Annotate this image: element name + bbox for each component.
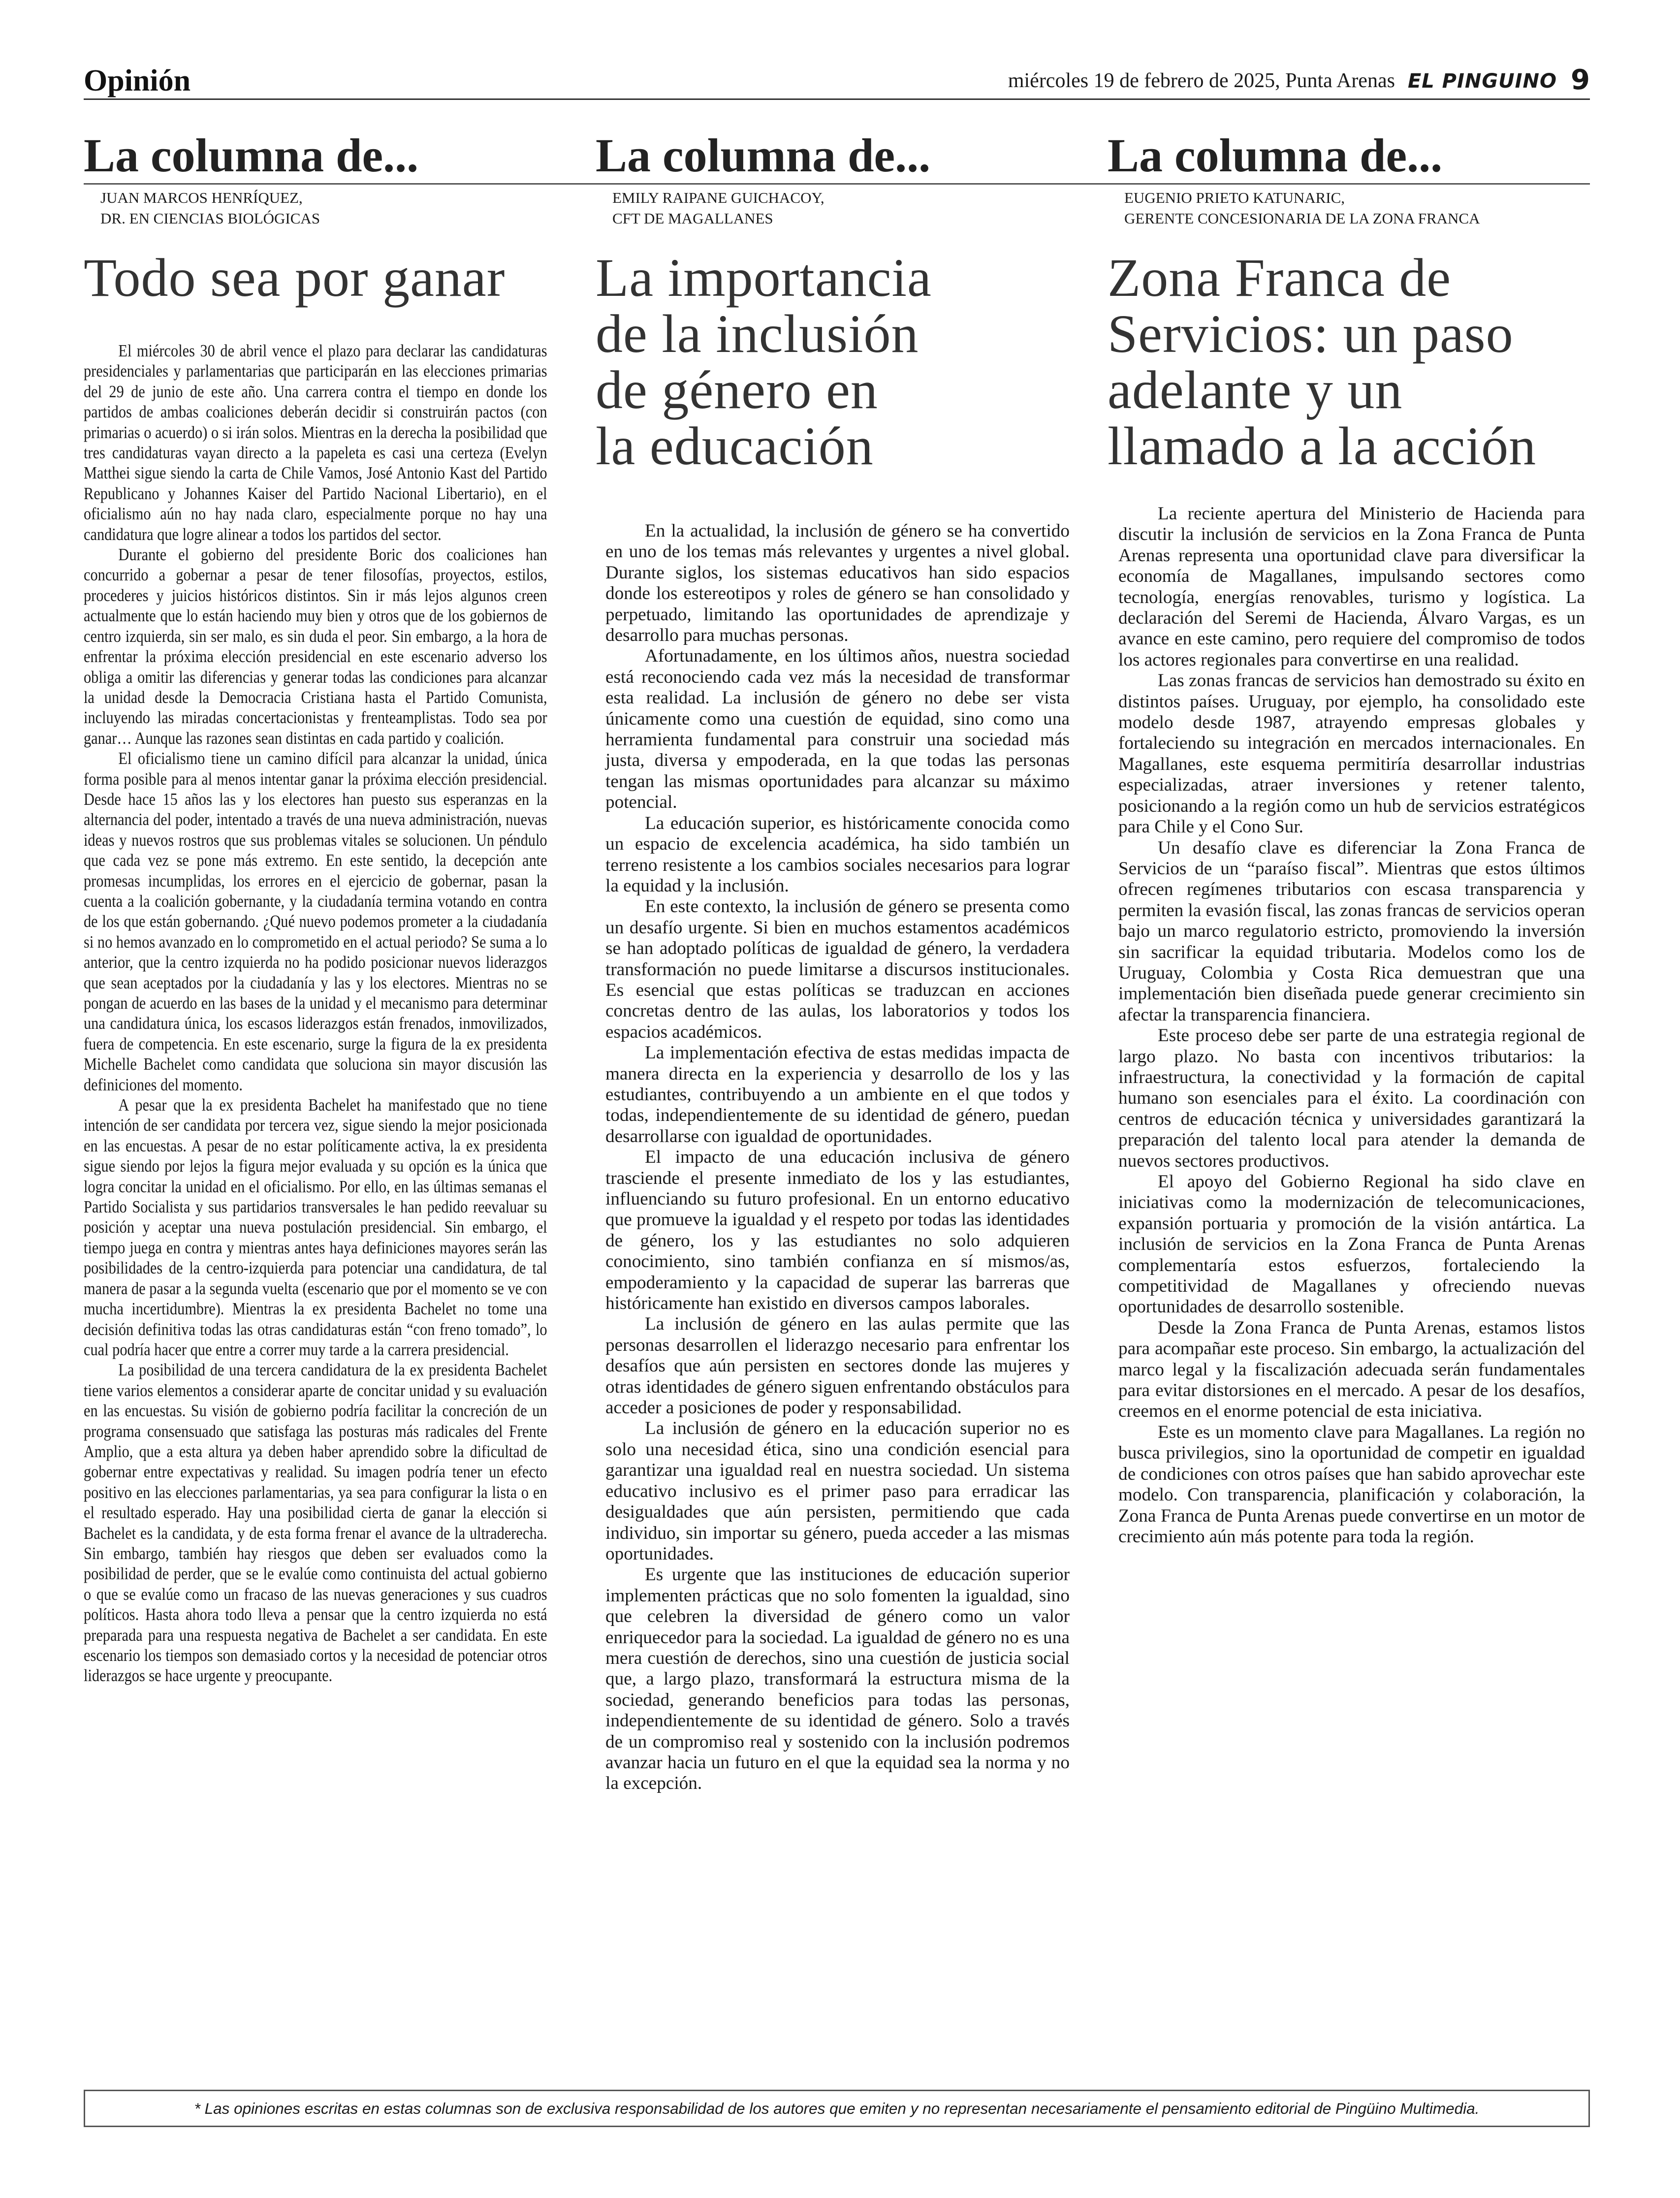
article-body xyxy=(84,341,547,1687)
paragraph: En la actualidad, la inclusión de género se ha convertido en uno de los temas más relevantes y urgentes a nivel global. Durante siglos, los sistemas educativos han sido espacios donde los estereotipos y roles de género se han consolidado y perpetuado, limitando las oportunidades de aprendizaje y desarrollo para muchas personas. xyxy=(605,521,1070,646)
paragraph: La inclusión de género en las aulas permite que las personas desarrollen el liderazgo necesario para enfrentar los desafíos que aún persisten en sectores donde las mujeres y otras identidades de género siguen enfrentando obstáculos para acceder a posiciones de poder y responsabilidad. xyxy=(605,1314,1070,1418)
title-line: de la inclusión xyxy=(596,304,919,364)
column-heading: La columna de... xyxy=(84,129,605,185)
column-3 xyxy=(1108,129,1590,1547)
article-title xyxy=(596,250,1117,474)
disclaimer-text: * Las opiniones escritas en estas columnas son de exclusiva responsabilidad de los autores que emiten y no representan necesariamente el pensamiento editorial de Pingüino Multimedia. xyxy=(194,2100,1480,2117)
article-body xyxy=(1118,504,1585,1547)
newspaper-logo: EL PINGUINO xyxy=(1407,70,1557,93)
author-byline xyxy=(612,188,1117,229)
paragraph: Un desafío clave es diferenciar la Zona Franca de Servicios de un “paraíso fiscal”. Mientras que estos últimos ofrecen regímenes tributarios con escasa transparencia y permiten la evasión fiscal, las zonas francas de servicios operan bajo un marco regulatorio estricto, promoviendo la inversión sin sacrificar la equidad tributaria. Modelos como los de Uruguay, Colombia y Costa Rica demuestran que una implementación bien diseñada puede generar crecimiento sin afectar la transparencia financiera. xyxy=(1118,837,1585,1025)
title-line: Zona Franca de xyxy=(1108,248,1452,308)
author-name: EUGENIO PRIETO KATUNARIC, xyxy=(1124,189,1345,206)
publication-info xyxy=(1008,63,1590,98)
column-1 xyxy=(84,129,605,1687)
paragraph: Este proceso debe ser parte de una estrategia regional de largo plazo. No basta con incentivos tributarios: la infraestructura, la conectividad y la formación de capital humano son esenciales para el éxito. La coordinación con centros de educación técnica y universidades garantizará la preparación del talento local para atender la demanda de nuevos sectores productivos. xyxy=(1118,1025,1585,1171)
title-line: La importancia xyxy=(596,248,932,308)
article-title xyxy=(84,250,605,306)
paragraph: La reciente apertura del Ministerio de Hacienda para discutir la inclusión de servicios en la Zona Franca de Punta Arenas representa una oportunidad clave para diversificar la economía de Magallanes, impulsando sectores como tecnología, energías renovables, turismo y logística. La declaración del Seremi de Hacienda, Álvaro Vargas, es un avance en este camino, pero requiere del compromiso de todos los actores regionales para convertirse en una realidad. xyxy=(1118,504,1585,670)
paragraph: El apoyo del Gobierno Regional ha sido clave en iniciativas como la modernización de telecomunicaciones, expansión portuaria y promoción de la visión antártica. La inclusión de servicios en la Zona Franca de Punta Arenas complementaría estos esfuerzos, fortaleciendo la competitividad de Magallanes y ofreciendo nuevas oportunidades de desarrollo sostenible. xyxy=(1118,1172,1585,1317)
author-title: GERENTE CONCESIONARIA DE LA ZONA FRANCA xyxy=(1124,210,1480,227)
author-byline xyxy=(1124,188,1590,229)
paragraph: En este contexto, la inclusión de género se presenta como un desafío urgente. Si bien en muchos estamentos académicos se han adoptado políticas de igualdad de género, la verdadera transformación no puede limitarse a discursos institucionales. Es esencial que estas políticas se traduzcan en acciones concretas dentro de las aulas, los laboratorios y todos los espacios académicos. xyxy=(605,896,1070,1042)
column-heading: La columna de... xyxy=(1108,129,1590,185)
paragraph: El oficialismo tiene un camino difícil para alcanzar la unidad, única forma posible para al menos intentar ganar la próxima elección presidencial. Desde hace 15 años las y los electores han puesto sus esperanzas en la alternancia del poder, intentado a través de una nueva administración, nuevas ideas y nuevos rostros que sus problemas vitales se solucionen. Un péndulo que cada vez se pone más extremo. En este sentido, la decepción ante promesas incumplidas, los errores en el ejercicio de gobernar, pasan la cuenta a la coalición gobernante, y la ciudadanía termina votando en contra de los que están gobernando. ¿Qué nuevo podemos prometer a la ciudadanía si no hemos avanzado en lo comprometido en el actual periodo? Se suma a lo anterior, que la centro izquierda no ha podido posicionar nuevos liderazgos que sean aceptados por la ciudadanía y las y los electores. Mientras no se pongan de acuerdo en las bases de la unidad y el mecanismo para determinar una candidatura única, los escasos liderazgos están frenados, inmovilizados, fuera de competencia. En este escenario, surge la figura de la ex presidenta Michelle Bachelet como candidata que soluciona sin mayor discusión las definiciones del momento. xyxy=(84,749,547,1094)
paragraph: Es urgente que las instituciones de educación superior implementen prácticas que no solo fomenten la igualdad, sino que celebren la diversidad de género como un valor enriquecedor para la sociedad. La igualdad de género no es una mera cuestión de derechos, sino una cuestión de justicia social que, a largo plazo, transformará la estructura misma de la sociedad, generando beneficios para todas las personas, independientemente de su identidad de género. Solo a través de un compromiso real y sostenido con la inclusión podremos avanzar hacia un futuro en el que la equidad sea la norma y no la excepción. xyxy=(605,1564,1070,1794)
title-line: llamado a la acción xyxy=(1108,416,1537,476)
issue-date: miércoles 19 de febrero de 2025, Punta Arenas xyxy=(1008,69,1395,92)
page-number: 9 xyxy=(1571,64,1590,96)
paragraph: Desde la Zona Franca de Punta Arenas, estamos listos para acompañar este proceso. Sin embargo, la actualización del marco legal y la fiscalización adecuada serán fundamentales para evitar distorsiones en el mercado. A pesar de los desafíos, creemos en el enorme potencial de esta iniciativa. xyxy=(1118,1317,1585,1422)
paragraph: Este es un momento clave para Magallanes. La región no busca privilegios, sino la oportunidad de competir en igualdad de condiciones con otros países que han sabido aprovechar este modelo. Con transparencia, planificación y colaboración, la Zona Franca de Punta Arenas puede convertirse en un motor de crecimiento aún más potente para toda la región. xyxy=(1118,1422,1585,1547)
paragraph: La implementación efectiva de estas medidas impacta de manera directa en la experiencia y desarrollo de los y las estudiantes, contribuyendo a un ambiente en el que todos y todas, independientemente de su identidad de género, puedan desarrollarse con igualdad de oportunidades. xyxy=(605,1043,1070,1147)
title-line: de género en xyxy=(596,360,878,420)
article-title xyxy=(1108,250,1590,474)
author-byline xyxy=(100,188,605,229)
disclaimer-box xyxy=(84,2090,1590,2127)
title-line: adelante y un xyxy=(1108,360,1403,420)
paragraph: Durante el gobierno del presidente Boric dos coaliciones han concurrido a gobernar a pesar de tener filosofías, proyectos, estilos, procederes y juicios históricos distintos. Sin ir más lejos algunos creen actualmente que lo están haciendo muy bien y otros que de los gobiernos de centro izquierda, sin ser malo, es sin duda el peor. Sin embargo, a la hora de enfrentar la próxima elección presidencial en este escenario adverso los obliga a omitir las diferencias y generar todas las condiciones para alcanzar la unidad desde la Democracia Cristiana hasta el Partido Comunista, incluyendo las miradas concertacionistas y frenteamplistas. Todo sea por ganar… Aunque las razones sean distintas en cada partido y coalición. xyxy=(84,545,547,748)
paragraph: A pesar que la ex presidenta Bachelet ha manifestado que no tiene intención de ser candidata por tercera vez, sigue siendo la mejor posicionada en las encuestas. A pesar de no estar políticamente activa, la ex presidenta sigue siendo por lejos la figura mejor evaluada y su opción es la única que logra concitar la unidad en el oficialismo. Por ello, en las últimas semanas el Partido Socialista y sus partidarios transversales le han pedido reevaluar su posición y aceptar una nueva postulación presidencial. Sin embargo, el tiempo juega en contra y mientras antes haya definiciones mayores serán las posibilidades de la centro-izquierda para potenciar una candidatura, de tal manera de pasar a la segunda vuelta (escenario que por el momento se ve con mucha incertidumbre). Mientras la ex presidenta Bachelet no tome una decisión definitiva todas las otras candidaturas están “con freno tomado”, lo cual podría hacer que entre a correr muy tarde a la carrera presidencial. xyxy=(84,1096,547,1359)
paragraph: Afortunadamente, en los últimos años, nuestra sociedad está reconociendo cada vez más la necesidad de transformar esta realidad. La inclusión de género no debe ser vista únicamente como una cuestión de equidad, sino como una herramienta fundamental para construir una sociedad más justa, diversa y empoderada, en la que todas las personas tengan las mismas oportunidades para alcanzar su máximo potencial. xyxy=(605,646,1070,813)
author-name: JUAN MARCOS HENRÍQUEZ, xyxy=(100,189,303,206)
author-name: EMILY RAIPANE GUICHACOY, xyxy=(612,189,824,206)
title-line: Todo sea por ganar xyxy=(84,248,506,308)
paragraph: El impacto de una educación inclusiva de género trasciende el presente inmediato de los y las estudiantes, influenciando su futuro profesional. En un entorno educativo que promueve la igualdad y el respeto por todas las identidades de género, los y las estudiantes no solo adquieren conocimiento, sino también confianza en sí mismos/as, empoderamiento y la capacidad de superar las barreras que históricamente han existido en diversos campos laborales. xyxy=(605,1147,1070,1314)
paragraph: La educación superior, es históricamente conocida como un espacio de excelencia académica, ha sido también un terreno resistente a los cambios sociales necesarios para lograr la equidad y la inclusión. xyxy=(605,813,1070,896)
paragraph: El miércoles 30 de abril vence el plazo para declarar las candidaturas presidenciales y parlamentarias que participarán en las elecciones primarias del 29 de junio de este año. Una carrera contra el tiempo en donde los partidos de ambas coaliciones deberán decidir si construirán pactos (con primarias o acuerdo) o si irán solos. Mientras en la derecha la posibilidad que tres candidaturas vayan directo a la papeleta es casi una certeza (Evelyn Matthei sigue siendo la carta de Chile Vamos, José Antonio Kast del Partido Republicano y Johannes Kaiser del Partido Nacional Libertario), en el oficialismo aún no hay nada claro, especialmente porque no hay una candidatura que logre alinear a todos los partidos del sector. xyxy=(84,342,547,544)
paragraph: La inclusión de género en la educación superior no es solo una necesidad ética, sino una condición esencial para garantizar una igualdad real en nuestra sociedad. Un sistema educativo inclusivo es el primer paso para erradicar las desigualdades que aún persisten, permitiendo que cada individuo, sin importar su género, pueda acceder a las mismas oportunidades. xyxy=(605,1418,1070,1564)
title-line: la educación xyxy=(596,416,874,476)
paragraph: Las zonas francas de servicios han demostrado su éxito en distintos países. Uruguay, por ejemplo, ha consolidado este modelo desde 1987, atrayendo empresas globales y fortaleciendo su integración en mercados internacionales. En Magallanes, este esquema permitiría desarrollar industrias especializadas, atraer inversiones y retener talento, posicionando a la región como un hub de servicios estratégicos para Chile y el Cono Sur. xyxy=(1118,670,1585,837)
author-title: DR. EN CIENCIAS BIOLÓGICAS xyxy=(100,210,320,227)
title-line: Servicios: un paso xyxy=(1108,304,1514,364)
author-title: CFT DE MAGALLANES xyxy=(612,210,773,227)
column-heading: La columna de... xyxy=(596,129,1117,185)
page-header xyxy=(84,63,1590,100)
article-body xyxy=(605,521,1070,1794)
column-2 xyxy=(596,129,1117,1794)
section-name: Opinión xyxy=(84,64,191,97)
paragraph: La posibilidad de una tercera candidatura de la ex presidenta Bachelet tiene varios elementos a considerar aparte de concitar unidad y su evaluación en las encuestas. Su visión de gobierno podría facilitar la concreción de un programa consensuado que satisfaga las posturas más radicales del Frente Amplio, que a esta altura ya deben haber aprendido sobre la dificultad de gobernar entre expectativas y realidad. Su imagen podría tener un efecto positivo en las elecciones parlamentarias, ya sea para configurar la lista o en el resultado esperado. Hay una posibilidad cierta de ganar la elección si Bachelet es la candidata, y de esta forma frenar el avance de la ultraderecha. Sin embargo, también hay riesgos que deben ser evaluados como la posibilidad de perder, que se le evalúe como continuista del actual gobierno o que se evalúe como un fracaso de las nuevas generaciones y sus cuadros políticos. Hasta ahora todo lleva a pensar que la centro izquierda no está preparada para una respuesta negativa de Bachelet a ser candidata. En este escenario los tiempos son demasiado cortos y la necesidad de potenciar otros liderazgos se hace urgente y preocupante. xyxy=(84,1361,547,1686)
